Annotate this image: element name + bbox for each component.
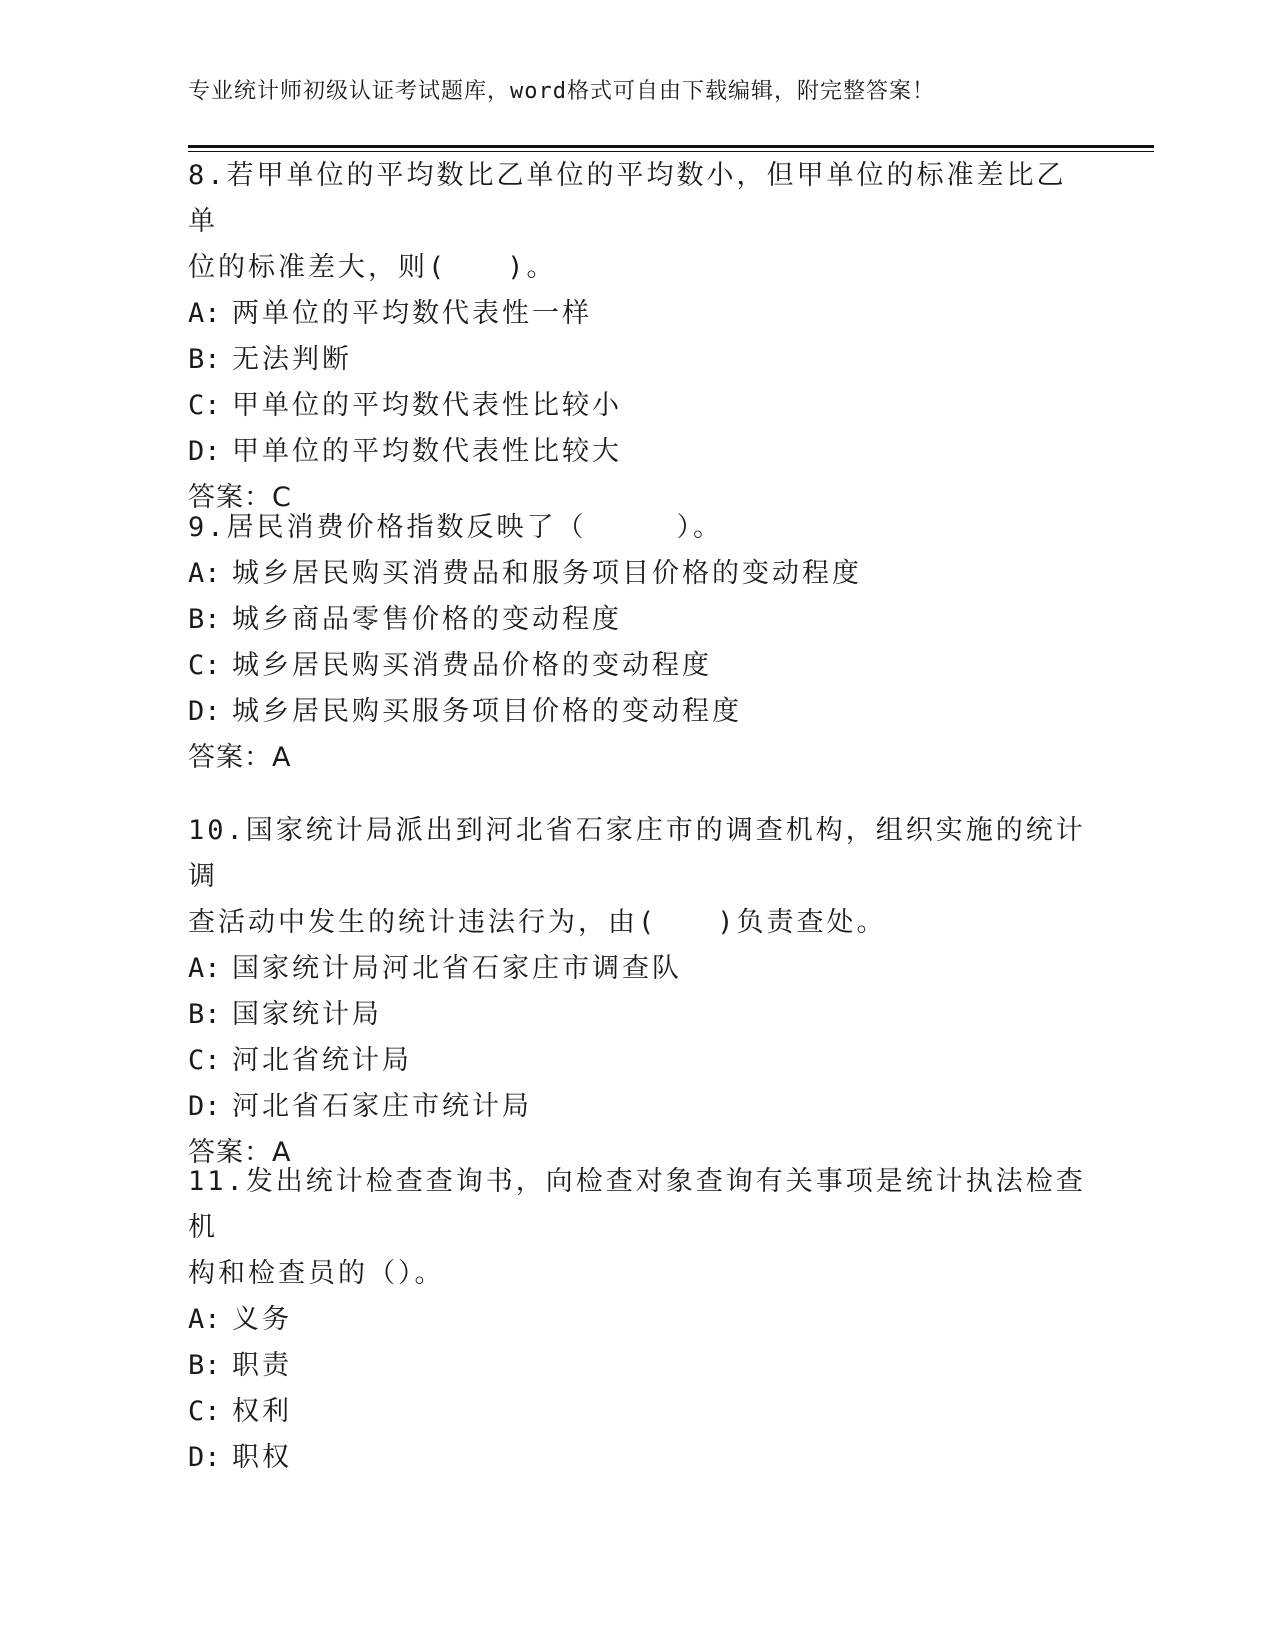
option-a: A: 两单位的平均数代表性一样 [188,298,592,329]
option-a: A: 城乡居民购买消费品和服务项目价格的变动程度 [188,558,862,589]
question-10 [188,808,1088,1176]
answer: 答案：A [188,1137,292,1168]
option-c: C: 城乡居民购买消费品价格的变动程度 [188,650,712,681]
option-d: D: 城乡居民购买服务项目价格的变动程度 [188,696,742,727]
question-stem-line: 9.居民消费价格指数反映了（ ）。 [188,512,724,543]
option-b: B: 国家统计局 [188,999,382,1030]
question-stem-line: 11.发出统计检查查询书，向检查对象查询有关事项是统计执法检查机 [188,1166,1086,1243]
answer: 答案：C [188,482,292,513]
option-b: B: 城乡商品零售价格的变动程度 [188,604,622,635]
option-a: A: 义务 [188,1304,292,1335]
header-divider [188,145,1154,152]
answer: 答案：A [188,742,292,773]
question-9 [188,505,1088,781]
option-b: B: 职责 [188,1350,292,1381]
question-stem-line: 8.若甲单位的平均数比乙单位的平均数小，但甲单位的标准差比乙单 [188,160,1067,237]
question-stem-line: 10.国家统计局派出到河北省石家庄市的调查机构，组织实施的统计调 [188,815,1086,892]
option-c: C: 权利 [188,1396,292,1427]
option-b: B: 无法判断 [188,344,352,375]
option-a: A: 国家统计局河北省石家庄市调查队 [188,953,682,984]
option-c: C: 河北省统计局 [188,1045,412,1076]
option-d: D: 职权 [188,1442,292,1473]
question-11 [188,1159,1088,1481]
option-d: D: 河北省石家庄市统计局 [188,1091,532,1122]
question-stem-line: 构和检查员的（）。 [188,1258,445,1289]
question-stem-line: 位的标准差大，则( )。 [188,252,557,283]
option-d: D: 甲单位的平均数代表性比较大 [188,436,622,467]
document-header: 专业统计师初级认证考试题库，word格式可自由下载编辑，附完整答案！ [188,79,935,104]
option-c: C: 甲单位的平均数代表性比较小 [188,390,622,421]
question-8 [188,153,1088,521]
question-stem-line: 查活动中发生的统计违法行为，由( )负责查处。 [188,907,887,938]
